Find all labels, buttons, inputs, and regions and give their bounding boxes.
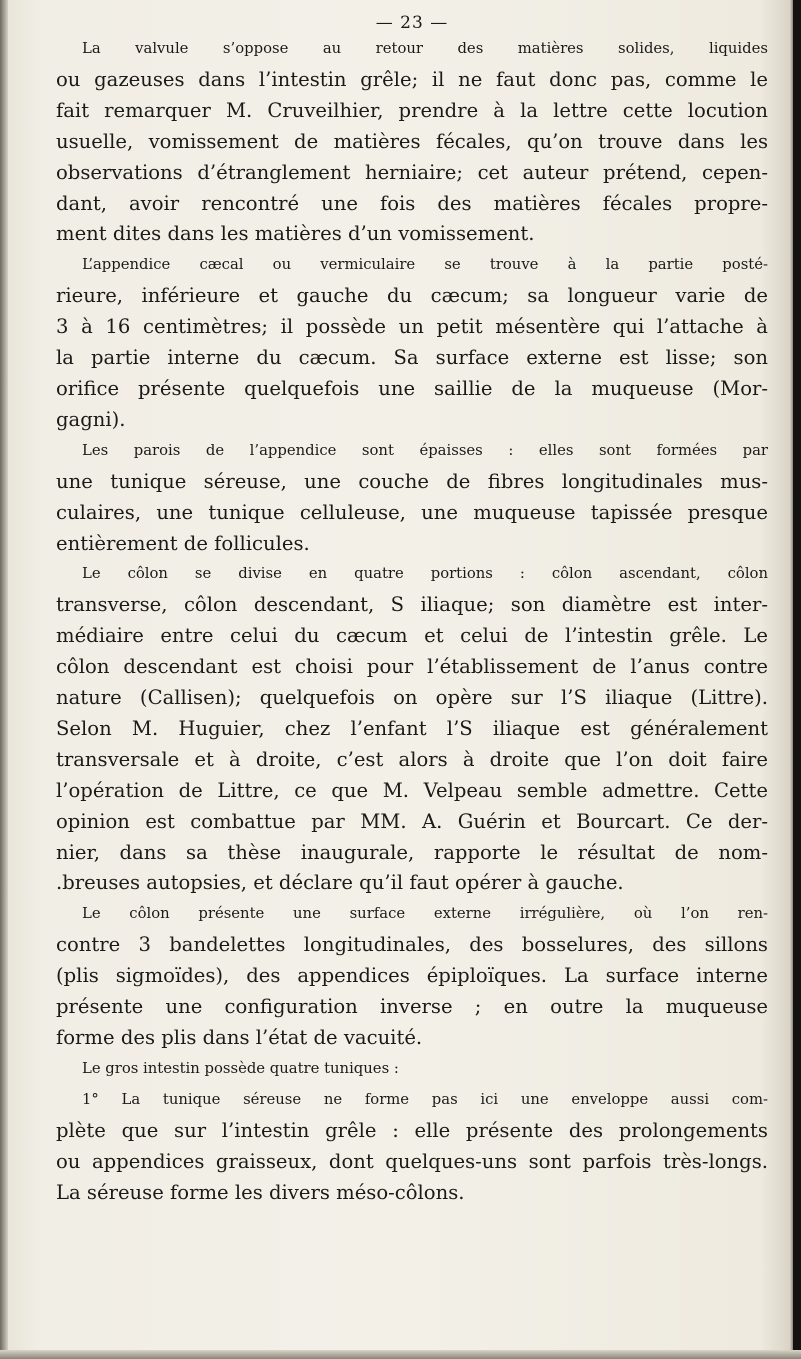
text-line: gagni).	[56, 407, 126, 431]
text-line: nature (Callisen); quelquefois on opère sur l’S iliaque (Littre).	[56, 686, 768, 710]
text-line: La séreuse forme les divers méso-côlons.	[56, 1180, 465, 1204]
text-line: Selon M. Huguier, chez l’enfant l’S iliaque est généralement	[56, 716, 768, 740]
text-line: L’appendice cæcal ou vermiculaire se trouve à la partie posté-	[82, 256, 768, 274]
text-line: opinion est combattue par MM. A. Guérin et Bourcart. Ce der-	[56, 809, 768, 833]
text-line: fait remarquer M. Cruveilhier, prendre à la lettre cette locution	[56, 98, 768, 122]
text-line: rieure, inférieure et gauche du cæcum; sa longueur varie de	[56, 284, 768, 308]
text-line: la partie interne du cæcum. Sa surface externe est lisse; son	[56, 346, 768, 370]
text-line: Les parois de l’appendice sont épaisses : elles sont formées par	[82, 441, 768, 459]
text-lines	[56, 34, 768, 1208]
text-line: côlon descendant est choisi pour l’établissement de l’anus contre	[56, 655, 768, 679]
text-line: orifice présente quelquefois une saillie de la muqueuse (Mor-	[56, 376, 768, 400]
text-line: plète que sur l’intestin grêle : elle présente des prolongements	[56, 1118, 768, 1142]
text-line: La valvule s’oppose au retour des matières solides, liquides	[82, 40, 768, 57]
text-line: Le côlon se divise en quatre portions : côlon ascendant, côlon	[82, 565, 768, 583]
text-line: une tunique séreuse, une couche de fibres longitudinales mus-	[56, 469, 768, 493]
text-line: l’opération de Littre, ce que M. Velpeau semble admettre. Cette	[56, 778, 768, 802]
text-line: présente une configuration inverse ; en outre la muqueuse	[56, 995, 768, 1019]
text-line: .breuses autopsies, et déclare qu’il faut opérer à gauche.	[56, 871, 624, 895]
text-line: forme des plis dans l’état de vacuité.	[56, 1026, 423, 1049]
text-line: ou gazeuses dans l’intestin grêle; il ne faut donc pas, comme le	[56, 67, 768, 91]
text-line: ment dites dans les matières d’un vomissement.	[56, 222, 535, 246]
text-line: transverse, côlon descendant, S iliaque; son diamètre est inter-	[56, 593, 768, 617]
text-line: transversale et à droite, c’est alors à droite que l’on doit faire	[56, 747, 768, 771]
text-line: usuelle, vomissement de matières fécales, qu’on trouve dans les	[56, 129, 768, 153]
text-line: entièrement de follicules.	[56, 531, 310, 555]
page-bottom-edge	[0, 1350, 801, 1359]
text-line: (plis sigmoïdes), des appendices épiploïques. La surface interne	[56, 964, 768, 988]
text-line: ou appendices graisseux, dont quelques-uns sont parfois très-longs.	[56, 1149, 768, 1173]
text-line: nier, dans sa thèse inaugurale, rapporte le résultat de nom-	[56, 840, 768, 864]
text-line: dant, avoir rencontré une fois des matières fécales propre-	[56, 191, 768, 215]
text-line: 1° La tunique séreuse ne forme pas ici une enveloppe aussi com-	[82, 1090, 768, 1108]
text-line: Le gros intestin possède quatre tuniques :	[82, 1059, 399, 1077]
text-line: observations d’étranglement herniaire; cet auteur prétend, cepen-	[56, 160, 768, 184]
text-line: culaires, une tunique celluleuse, une muqueuse tapissée presque	[56, 500, 768, 524]
text-line: contre 3 bandelettes longitudinales, des bosselures, des sillons	[56, 933, 768, 957]
page-left-shadow	[0, 0, 8, 1359]
text-line: 3 à 16 centimètres; il possède un petit mésentère qui l’attache à	[56, 315, 768, 339]
page-number: — 23 —	[375, 13, 449, 33]
page-right-shadow	[793, 0, 801, 1359]
text-line: médiaire entre celui du cæcum et celui de l’intestin grêle. Le	[56, 624, 768, 648]
text-line: Le côlon présente une surface externe irrégulière, où l’on ren-	[82, 905, 768, 923]
page-text-block	[56, 12, 768, 1208]
